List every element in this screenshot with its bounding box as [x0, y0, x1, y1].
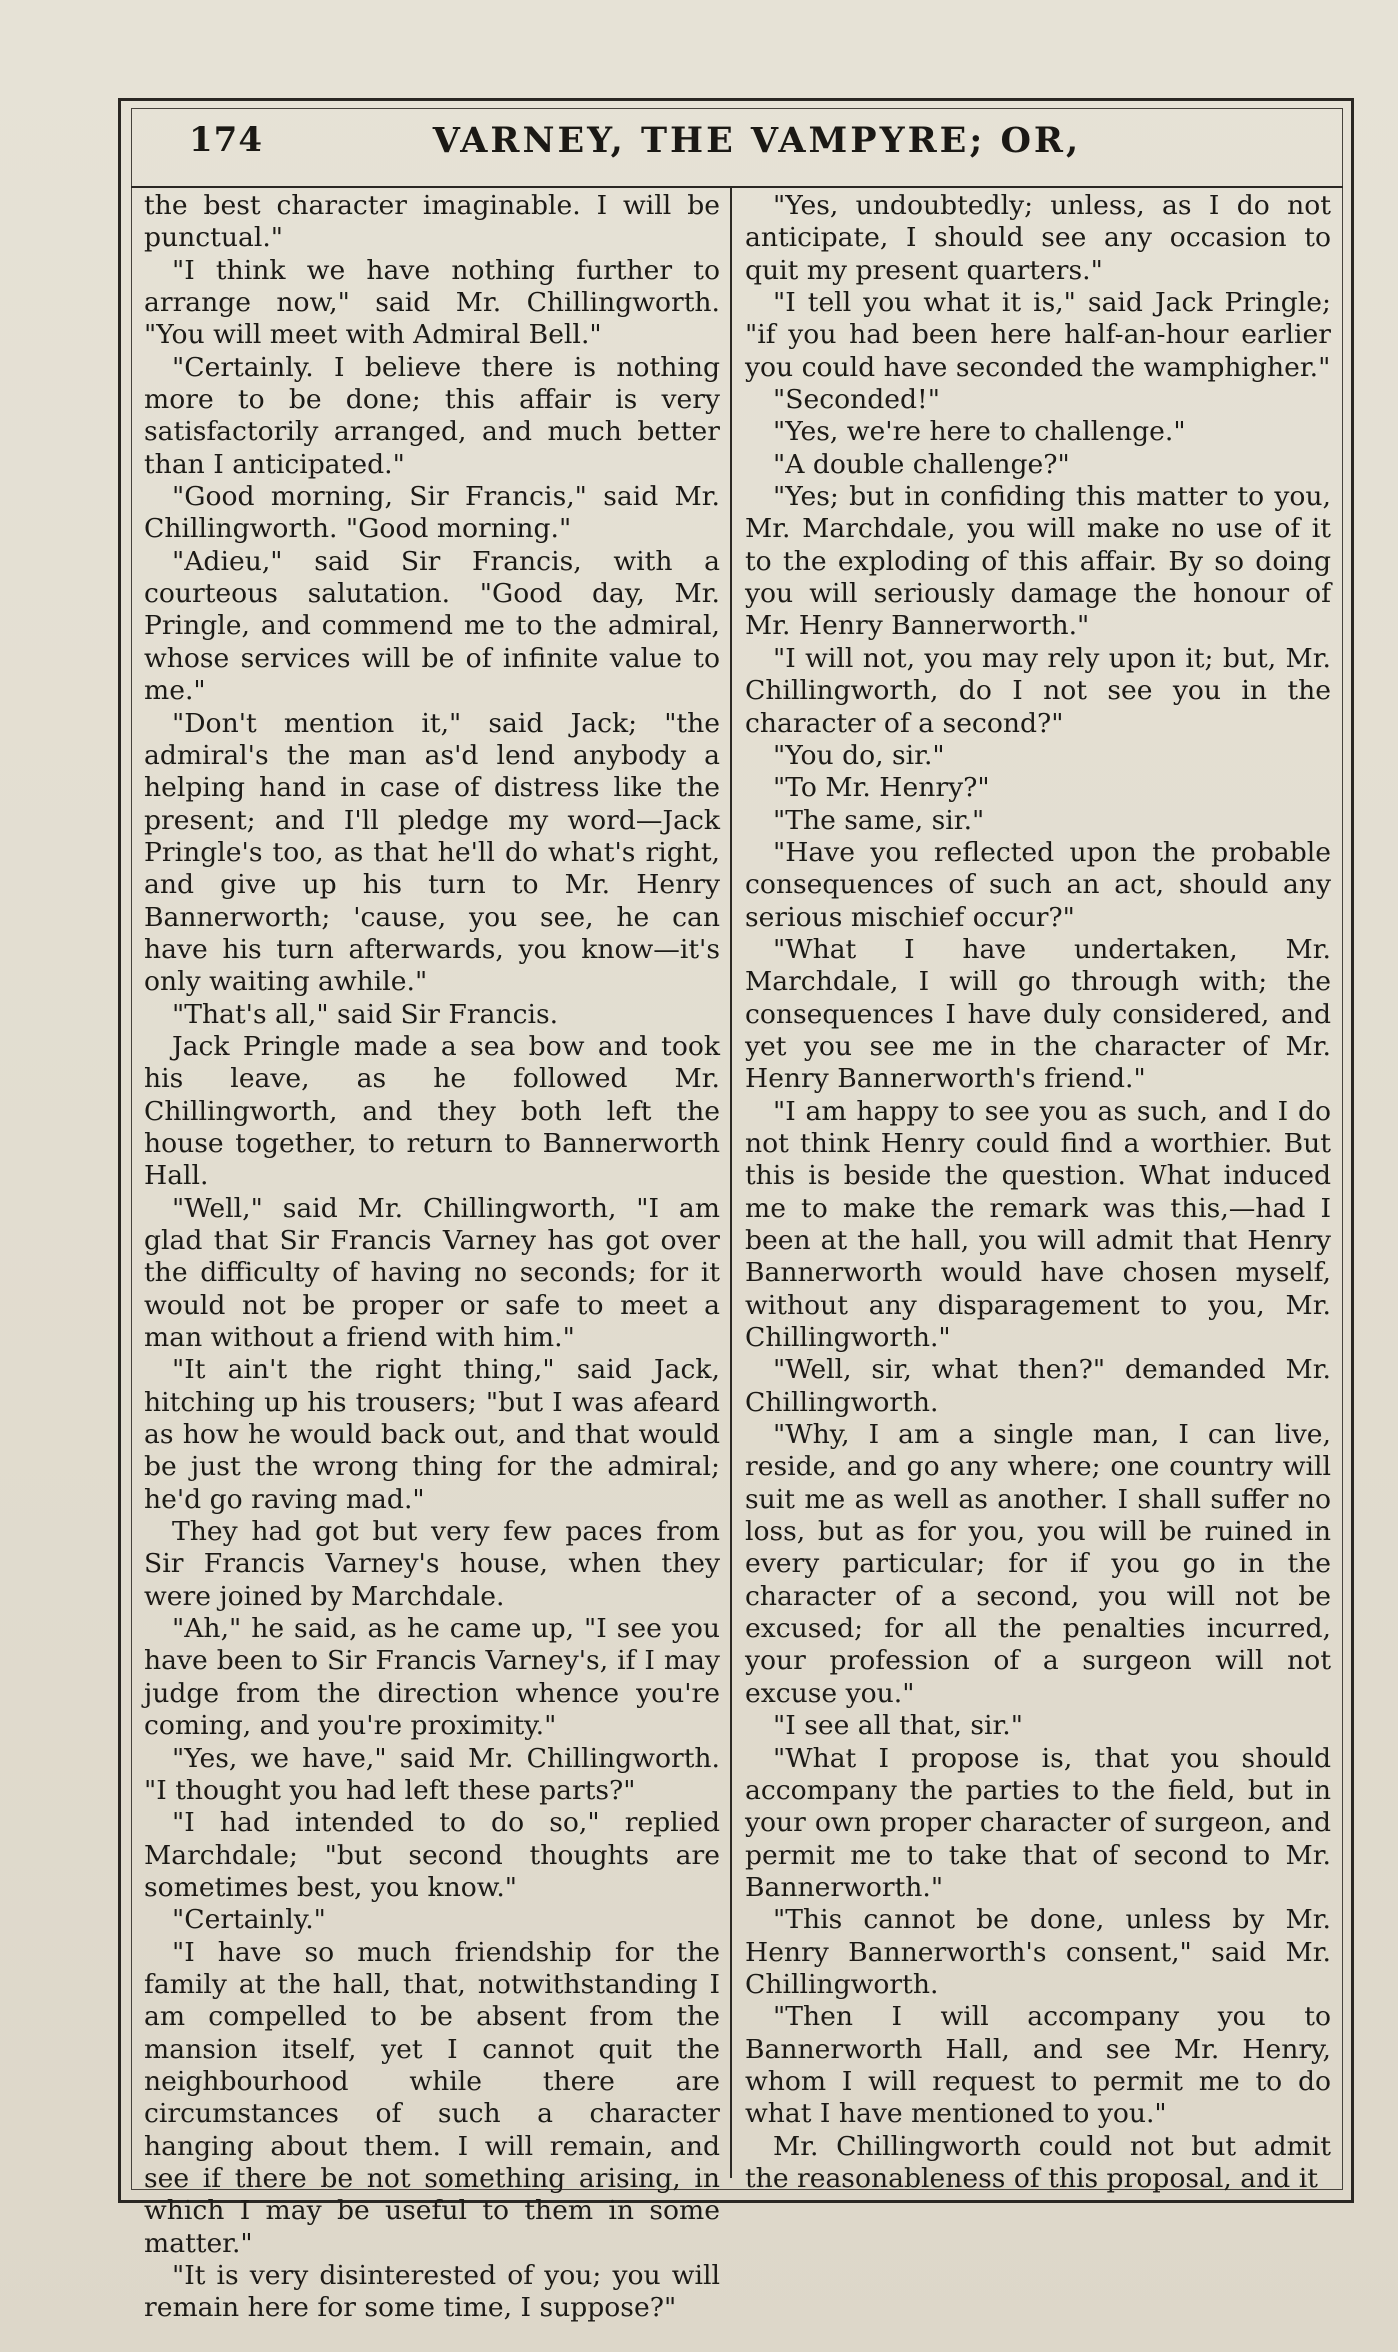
- paragraph: "To Mr. Henry?": [773, 772, 990, 804]
- paragraph: "Seconded!": [773, 384, 940, 416]
- paragraph: "I am happy to see you as such, and I do not think Henry could find a worthier. But this is beside the question. What induced me to make the remark was this,—had I been at the hall, you will admit that Henry Bannerworth would have chosen myself, without any disparagement to you, Mr. Chillingworth.": [745, 1095, 1331, 1354]
- paragraph: "What I propose is, that you should accompany the parties to the field, but in your own proper character of surgeon, and permit me to take that of second to Mr. Bannerworth.": [745, 1742, 1331, 1903]
- paragraph: "Don't mention it," said Jack; "the admiral's the man as'd lend anybody a helping hand in case of distress like the present; and I'll pledge my word—Jack Pringle's too, as that he'll do what's right, and give up his turn to Mr. Henry Bannerworth; 'cause, you see, he can have his turn afterwards, you know—it's only waiting awhile.": [144, 707, 720, 998]
- paragraph: Mr. Chillingworth could not but admit the reasonableness of this proposal, and it: [745, 2130, 1331, 2194]
- paragraph: They had got but very few paces from Sir Francis Varney's house, when they were joined by Marchdale.: [144, 1516, 720, 1612]
- paragraph: "It is very disinterested of you; you will remain here for some time, I suppose?": [144, 2260, 720, 2324]
- paragraph: "Why, I am a single man, I can live, reside, and go any where; one country will suit me as well as another. I shall suffer no loss, but as for you, you will be ruined in every particular; for if you go in the character of a second, you will not be excused; for all the penalties incurred, your profession of a surgeon will not excuse you.": [745, 1419, 1331, 1709]
- paragraph: "That's all," said Sir Francis.: [172, 998, 559, 1030]
- paragraph: "Yes; but in confiding this matter to you, Mr. Marchdale, you will make no use of it to the exploding of this affair. By so doing you will seriously damage the honour of Mr. Henry Bannerworth.": [745, 481, 1331, 642]
- paragraph: "Well, sir, what then?" demanded Mr. Chillingworth.: [745, 1354, 1331, 1418]
- paragraph: "I think we have nothing further to arrange now," said Mr. Chillingworth. "You will meet with Admiral Bell.": [144, 254, 720, 351]
- paragraph: "Adieu," said Sir Francis, with a courteous salutation. "Good day, Mr. Pringle, and commend me to the admiral, whose services will be of infinite value to me.": [144, 545, 720, 707]
- paragraph: "Then I will accompany you to Bannerworth Hall, and see Mr. Henry, whom I will request to permit me to do what I have mentioned to you.": [745, 2001, 1331, 2130]
- paragraph: the best character imaginable. I will be punctual.": [144, 190, 720, 254]
- column-divider: [730, 188, 732, 2178]
- left-column: [144, 190, 720, 2324]
- page-header: [131, 108, 1343, 188]
- paragraph: "Yes, we're here to challenge.": [773, 416, 1186, 448]
- paragraph: "A double challenge?": [773, 448, 1070, 480]
- paragraph: "It ain't the right thing," said Jack, hitching up his trousers; "but I was afeard as how he would back out, and that would be just the wrong thing for the admiral; he'd go raving mad.": [144, 1354, 720, 1515]
- paragraph: Jack Pringle made a sea bow and took his leave, as he followed Mr. Chillingworth, and they both left the house together, to return to Bannerworth Hall.: [144, 1030, 720, 1192]
- paragraph: "Ah," he said, as he came up, "I see you have been to Sir Francis Varney's, if I may judge from the direction whence you're coming, and you're proximity.": [144, 1613, 720, 1742]
- page-number: 174: [189, 120, 263, 160]
- paragraph: "I will not, you may rely upon it; but, Mr. Chillingworth, do I not see you in the character of a second?": [745, 642, 1331, 739]
- paragraph: "I see all that, sir.": [773, 1710, 1023, 1742]
- running-title: VARNEY, THE VAMPYRE; OR,: [432, 120, 1082, 161]
- paragraph: "What I have undertaken, Mr. Marchdale, I will go through with; the consequences I have duly considered, and yet you see me in the character of Mr. Henry Bannerworth's friend.": [745, 933, 1331, 1095]
- paragraph: "I have so much friendship for the family at the hall, that, notwithstanding I am compelled to be absent from the mansion itself, yet I cannot quit the neighbourhood while there are circumstances of such a character hanging about them. I will remain, and see if there be not something arising, in which I may be useful to them in some matter.": [144, 1936, 720, 2259]
- paragraph: "You do, sir.": [773, 739, 945, 771]
- paragraph: "Certainly. I believe there is nothing more to be done; this affair is very satisfactorily arranged, and much better than I anticipated.": [144, 351, 720, 480]
- paragraph: "Yes, we have," said Mr. Chillingworth. "I thought you had left these parts?": [144, 1742, 720, 1806]
- paragraph: "Good morning, Sir Francis," said Mr. Chillingworth. "Good morning.": [144, 481, 720, 545]
- paragraph: "The same, sir.": [773, 804, 985, 836]
- paragraph: "I tell you what it is," said Jack Pringle; "if you had been here half-an-hour earlier you could have seconded the wamphigher.": [745, 287, 1331, 383]
- right-column: [745, 190, 1331, 2195]
- paragraph: "Have you reflected upon the probable consequences of such an act, should any serious mischief occur?": [745, 836, 1331, 933]
- paragraph: "This cannot be done, unless by Mr. Henry Bannerworth's consent," said Mr. Chillingworth.: [745, 1904, 1331, 2000]
- paragraph: "Certainly.": [172, 1904, 326, 1936]
- paragraph: "Yes, undoubtedly; unless, as I do not anticipate, I should see any occasion to quit my present quarters.": [745, 190, 1331, 286]
- paragraph: "I had intended to do so," replied Marchdale; "but second thoughts are sometimes best, you know.": [144, 1807, 720, 1903]
- paragraph: "Well," said Mr. Chillingworth, "I am glad that Sir Francis Varney has got over the difficulty of having no seconds; for it would not be proper or safe to meet a man without a friend with him.": [144, 1192, 720, 1354]
